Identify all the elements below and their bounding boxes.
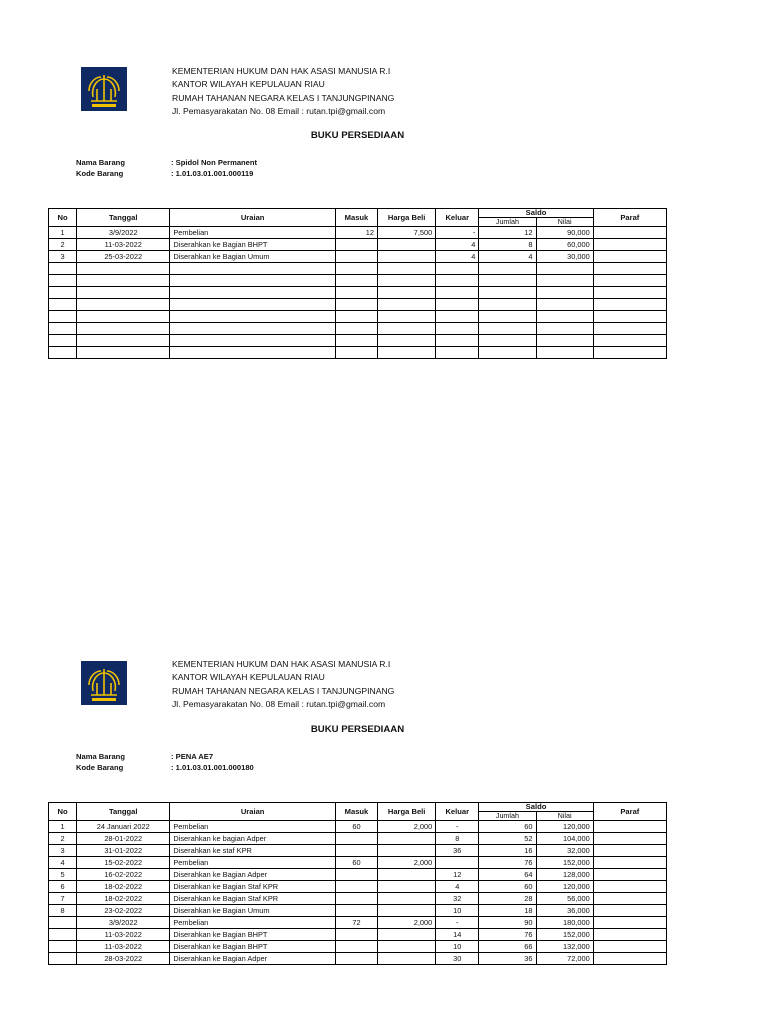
cell-masuk [335, 905, 377, 917]
col-header-jumlah: Jumlah [479, 812, 536, 821]
cell-harga-beli [378, 347, 436, 359]
col-header-paraf: Paraf [593, 803, 666, 821]
cell-jumlah: 4 [479, 251, 536, 263]
col-header-tanggal: Tanggal [77, 803, 170, 821]
cell-harga-beli [378, 905, 436, 917]
cell-harga-beli: 2,000 [378, 857, 436, 869]
cell-tanggal [77, 275, 170, 287]
cell-harga-beli: 7,500 [378, 227, 436, 239]
cell-nilai: 32,000 [536, 845, 593, 857]
ministry-name: KEMENTERIAN HUKUM DAN HAK ASASI MANUSIA R.I [172, 659, 391, 669]
cell-tanggal [77, 287, 170, 299]
cell-keluar [436, 287, 479, 299]
cell-jumlah: 90 [479, 917, 536, 929]
cell-nilai: 152,000 [536, 857, 593, 869]
table-row [49, 929, 667, 941]
cell-paraf [593, 311, 666, 323]
table-row [49, 299, 667, 311]
item-name-value: : PENA AE7 [171, 752, 214, 761]
cell-harga-beli [378, 251, 436, 263]
cell-paraf [593, 905, 666, 917]
cell-masuk [335, 845, 377, 857]
cell-nilai: 132,000 [536, 941, 593, 953]
table-row [49, 917, 667, 929]
cell-keluar: 4 [436, 881, 479, 893]
cell-nilai [536, 287, 593, 299]
cell-paraf [593, 857, 666, 869]
cell-no: 3 [49, 845, 77, 857]
item-name-label: Nama Barang [76, 158, 125, 167]
cell-nilai: 56,000 [536, 893, 593, 905]
table-row [49, 227, 667, 239]
table-row [49, 311, 667, 323]
col-header-no: No [49, 209, 77, 227]
item-code-value: : 1.01.03.01.001.000180 [171, 763, 254, 772]
table-row [49, 941, 667, 953]
cell-masuk [335, 299, 377, 311]
cell-uraian [170, 323, 336, 335]
cell-masuk [335, 275, 377, 287]
cell-uraian: Diserahkan ke staf KPR [170, 845, 336, 857]
cell-nilai: 152,000 [536, 929, 593, 941]
cell-keluar: 12 [436, 869, 479, 881]
institution-name: RUMAH TAHANAN NEGARA KELAS I TANJUNGPINANG [172, 92, 395, 103]
cell-no: 8 [49, 905, 77, 917]
cell-uraian: Diserahkan ke Bagian Adper [170, 869, 336, 881]
cell-nilai: 120,000 [536, 821, 593, 833]
cell-tanggal: 3/9/2022 [77, 917, 170, 929]
cell-nilai [536, 299, 593, 311]
cell-uraian [170, 299, 336, 311]
cell-keluar [436, 299, 479, 311]
table-row [49, 287, 667, 299]
cell-nilai: 30,000 [536, 251, 593, 263]
cell-jumlah: 18 [479, 905, 536, 917]
cell-harga-beli [378, 929, 436, 941]
cell-masuk [335, 893, 377, 905]
cell-harga-beli [378, 833, 436, 845]
cell-tanggal: 24 Januari 2022 [77, 821, 170, 833]
cell-keluar: 10 [436, 905, 479, 917]
cell-keluar [436, 335, 479, 347]
cell-nilai: 180,000 [536, 917, 593, 929]
cell-no [49, 929, 77, 941]
cell-tanggal: 18-02-2022 [77, 893, 170, 905]
cell-no: 3 [49, 251, 77, 263]
cell-tanggal [77, 311, 170, 323]
cell-masuk [335, 869, 377, 881]
cell-uraian: Pembelian [170, 821, 336, 833]
item-name-label: Nama Barang [76, 752, 125, 761]
cell-harga-beli [378, 335, 436, 347]
cell-masuk [335, 311, 377, 323]
table-row [49, 323, 667, 335]
table-row [49, 335, 667, 347]
cell-harga-beli [378, 881, 436, 893]
cell-tanggal: 16-02-2022 [77, 869, 170, 881]
table-row [49, 251, 667, 263]
cell-uraian [170, 311, 336, 323]
letterhead [172, 658, 394, 711]
cell-keluar [436, 347, 479, 359]
cell-no: 2 [49, 239, 77, 251]
cell-keluar: - [436, 227, 479, 239]
table-row [49, 239, 667, 251]
cell-jumlah [479, 287, 536, 299]
cell-nilai [536, 263, 593, 275]
table-row [49, 881, 667, 893]
table-row [49, 905, 667, 917]
inventory-ledger-table [48, 208, 667, 359]
cell-keluar [436, 857, 479, 869]
cell-keluar: 8 [436, 833, 479, 845]
col-header-masuk: Masuk [335, 803, 377, 821]
cell-no: 4 [49, 857, 77, 869]
cell-nilai [536, 335, 593, 347]
cell-tanggal: 23-02-2022 [77, 905, 170, 917]
cell-jumlah: 66 [479, 941, 536, 953]
kementerian-emblem-icon [81, 67, 127, 111]
col-header-saldo: Saldo [479, 803, 593, 812]
cell-no [49, 335, 77, 347]
address-line: Jl. Pemasyarakatan No. 08 Email : rutan.tpi@gmail.com [172, 105, 386, 116]
cell-harga-beli [378, 239, 436, 251]
col-header-paraf: Paraf [593, 209, 666, 227]
item-code-label: Kode Barang [76, 169, 124, 178]
col-header-keluar: Keluar [436, 209, 479, 227]
cell-masuk [335, 287, 377, 299]
cell-paraf [593, 251, 666, 263]
cell-harga-beli [378, 263, 436, 275]
cell-harga-beli [378, 275, 436, 287]
cell-no [49, 347, 77, 359]
regional-office: KANTOR WILAYAH KEPULAUAN RIAU [172, 79, 325, 90]
cell-paraf [593, 953, 666, 965]
cell-uraian: Diserahkan ke Bagian BHPT [170, 941, 336, 953]
item-info [76, 157, 258, 179]
col-header-masuk: Masuk [335, 209, 377, 227]
table-row [49, 821, 667, 833]
cell-jumlah: 16 [479, 845, 536, 857]
cell-nilai: 36,000 [536, 905, 593, 917]
cell-jumlah [479, 311, 536, 323]
page-title: BUKU PERSEDIAAN [310, 724, 405, 735]
cell-tanggal: 15-02-2022 [77, 857, 170, 869]
cell-harga-beli [378, 323, 436, 335]
cell-uraian [170, 347, 336, 359]
cell-harga-beli [378, 287, 436, 299]
cell-jumlah: 52 [479, 833, 536, 845]
col-header-saldo: Saldo [479, 209, 593, 218]
item-info [76, 751, 254, 773]
col-header-uraian: Uraian [170, 803, 336, 821]
cell-jumlah [479, 263, 536, 275]
ministry-name: KEMENTERIAN HUKUM DAN HAK ASASI MANUSIA R.I [172, 66, 391, 76]
cell-tanggal: 28-03-2022 [77, 953, 170, 965]
cell-harga-beli [378, 953, 436, 965]
cell-no [49, 311, 77, 323]
cell-jumlah [479, 275, 536, 287]
cell-jumlah: 12 [479, 227, 536, 239]
cell-jumlah: 8 [479, 239, 536, 251]
cell-paraf [593, 929, 666, 941]
address-line: Jl. Pemasyarakatan No. 08 Email : rutan.tpi@gmail.com [172, 698, 386, 709]
cell-jumlah: 60 [479, 881, 536, 893]
cell-uraian: Pembelian [170, 227, 336, 239]
cell-masuk [335, 881, 377, 893]
cell-masuk: 12 [335, 227, 377, 239]
cell-paraf [593, 299, 666, 311]
cell-no [49, 941, 77, 953]
inventory-ledger-table [48, 802, 667, 965]
cell-masuk [335, 239, 377, 251]
table-row [49, 263, 667, 275]
cell-keluar: 4 [436, 251, 479, 263]
cell-keluar [436, 311, 479, 323]
cell-nilai [536, 347, 593, 359]
cell-masuk: 60 [335, 857, 377, 869]
institution-name: RUMAH TAHANAN NEGARA KELAS I TANJUNGPINANG [172, 685, 395, 696]
cell-tanggal: 11-03-2022 [77, 941, 170, 953]
cell-paraf [593, 335, 666, 347]
cell-nilai: 60,000 [536, 239, 593, 251]
cell-tanggal [77, 323, 170, 335]
cell-uraian [170, 275, 336, 287]
cell-uraian [170, 335, 336, 347]
cell-nilai: 104,000 [536, 833, 593, 845]
cell-jumlah: 76 [479, 857, 536, 869]
cell-no: 5 [49, 869, 77, 881]
cell-masuk [335, 323, 377, 335]
cell-no [49, 953, 77, 965]
cell-jumlah: 28 [479, 893, 536, 905]
cell-no [49, 323, 77, 335]
cell-masuk [335, 941, 377, 953]
cell-jumlah: 36 [479, 953, 536, 965]
cell-paraf [593, 845, 666, 857]
cell-tanggal [77, 263, 170, 275]
cell-keluar: 36 [436, 845, 479, 857]
cell-jumlah [479, 335, 536, 347]
cell-uraian: Diserahkan ke Bagian BHPT [170, 929, 336, 941]
cell-paraf [593, 239, 666, 251]
cell-no: 7 [49, 893, 77, 905]
cell-nilai [536, 275, 593, 287]
cell-paraf [593, 941, 666, 953]
cell-paraf [593, 917, 666, 929]
col-header-keluar: Keluar [436, 803, 479, 821]
cell-uraian [170, 287, 336, 299]
cell-no: 2 [49, 833, 77, 845]
cell-uraian: Diserahkan ke Bagian Umum [170, 251, 336, 263]
cell-uraian: Diserahkan ke Bagian Staf KPR [170, 893, 336, 905]
cell-harga-beli [378, 941, 436, 953]
cell-harga-beli [378, 893, 436, 905]
cell-paraf [593, 869, 666, 881]
cell-uraian: Diserahkan ke Bagian Staf KPR [170, 881, 336, 893]
cell-keluar: 14 [436, 929, 479, 941]
cell-uraian: Diserahkan ke Bagian Adper [170, 953, 336, 965]
cell-keluar: 30 [436, 953, 479, 965]
cell-keluar: - [436, 917, 479, 929]
cell-nilai: 128,000 [536, 869, 593, 881]
cell-paraf [593, 227, 666, 239]
cell-no: 1 [49, 821, 77, 833]
cell-uraian: Diserahkan ke Bagian Umum [170, 905, 336, 917]
cell-paraf [593, 287, 666, 299]
cell-keluar [436, 263, 479, 275]
cell-tanggal: 3/9/2022 [77, 227, 170, 239]
cell-tanggal: 11-03-2022 [77, 239, 170, 251]
cell-masuk [335, 251, 377, 263]
letterhead [172, 65, 394, 118]
cell-masuk [335, 347, 377, 359]
cell-nilai [536, 311, 593, 323]
cell-masuk: 72 [335, 917, 377, 929]
table-row [49, 833, 667, 845]
cell-paraf [593, 323, 666, 335]
cell-uraian: Pembelian [170, 857, 336, 869]
cell-no: 1 [49, 227, 77, 239]
table-row [49, 845, 667, 857]
ledger-body [49, 227, 667, 359]
cell-no [49, 263, 77, 275]
table-row [49, 347, 667, 359]
cell-tanggal: 25-03-2022 [77, 251, 170, 263]
cell-paraf [593, 263, 666, 275]
table-row [49, 275, 667, 287]
cell-jumlah [479, 347, 536, 359]
cell-tanggal [77, 347, 170, 359]
cell-paraf [593, 275, 666, 287]
cell-paraf [593, 881, 666, 893]
cell-tanggal: 18-02-2022 [77, 881, 170, 893]
page-title: BUKU PERSEDIAAN [310, 130, 405, 141]
cell-jumlah [479, 323, 536, 335]
cell-tanggal: 11-03-2022 [77, 929, 170, 941]
cell-keluar: 4 [436, 239, 479, 251]
cell-masuk [335, 263, 377, 275]
cell-masuk [335, 833, 377, 845]
col-header-jumlah: Jumlah [479, 218, 536, 227]
cell-no [49, 299, 77, 311]
cell-keluar [436, 275, 479, 287]
cell-tanggal [77, 299, 170, 311]
ledger-body [49, 821, 667, 965]
cell-masuk [335, 335, 377, 347]
col-header-nilai: Nilai [536, 218, 593, 227]
table-row [49, 953, 667, 965]
cell-nilai [536, 323, 593, 335]
table-row [49, 869, 667, 881]
item-name-value: : Spidol Non Permanent [171, 158, 258, 167]
cell-tanggal: 28-01-2022 [77, 833, 170, 845]
cell-keluar [436, 323, 479, 335]
col-header-no: No [49, 803, 77, 821]
cell-uraian: Diserahkan ke Bagian BHPT [170, 239, 336, 251]
table-row [49, 857, 667, 869]
cell-paraf [593, 821, 666, 833]
cell-jumlah: 64 [479, 869, 536, 881]
cell-keluar: 32 [436, 893, 479, 905]
cell-paraf [593, 833, 666, 845]
col-header-nilai: Nilai [536, 812, 593, 821]
cell-paraf [593, 893, 666, 905]
cell-tanggal: 31-01-2022 [77, 845, 170, 857]
cell-paraf [593, 347, 666, 359]
table-row [49, 893, 667, 905]
col-header-harga-beli: Harga Beli [378, 209, 436, 227]
cell-no [49, 275, 77, 287]
cell-masuk [335, 929, 377, 941]
cell-no [49, 917, 77, 929]
cell-masuk: 60 [335, 821, 377, 833]
cell-jumlah [479, 299, 536, 311]
cell-nilai: 90,000 [536, 227, 593, 239]
kementerian-emblem-icon [81, 661, 127, 705]
cell-harga-beli: 2,000 [378, 917, 436, 929]
cell-nilai: 120,000 [536, 881, 593, 893]
regional-office: KANTOR WILAYAH KEPULAUAN RIAU [172, 672, 325, 683]
cell-jumlah: 60 [479, 821, 536, 833]
cell-harga-beli [378, 299, 436, 311]
cell-uraian: Diserahkan ke bagian Adper [170, 833, 336, 845]
item-code-value: : 1.01.03.01.001.000119 [171, 169, 254, 178]
cell-uraian [170, 263, 336, 275]
cell-no [49, 287, 77, 299]
cell-uraian: Pembelian [170, 917, 336, 929]
cell-nilai: 72,000 [536, 953, 593, 965]
col-header-uraian: Uraian [170, 209, 336, 227]
cell-keluar: - [436, 821, 479, 833]
cell-harga-beli [378, 869, 436, 881]
cell-harga-beli [378, 311, 436, 323]
cell-jumlah: 76 [479, 929, 536, 941]
item-code-label: Kode Barang [76, 763, 124, 772]
cell-harga-beli: 2,000 [378, 821, 436, 833]
cell-masuk [335, 953, 377, 965]
cell-keluar: 10 [436, 941, 479, 953]
col-header-harga-beli: Harga Beli [378, 803, 436, 821]
col-header-tanggal: Tanggal [77, 209, 170, 227]
cell-no: 6 [49, 881, 77, 893]
cell-harga-beli [378, 845, 436, 857]
cell-tanggal [77, 335, 170, 347]
